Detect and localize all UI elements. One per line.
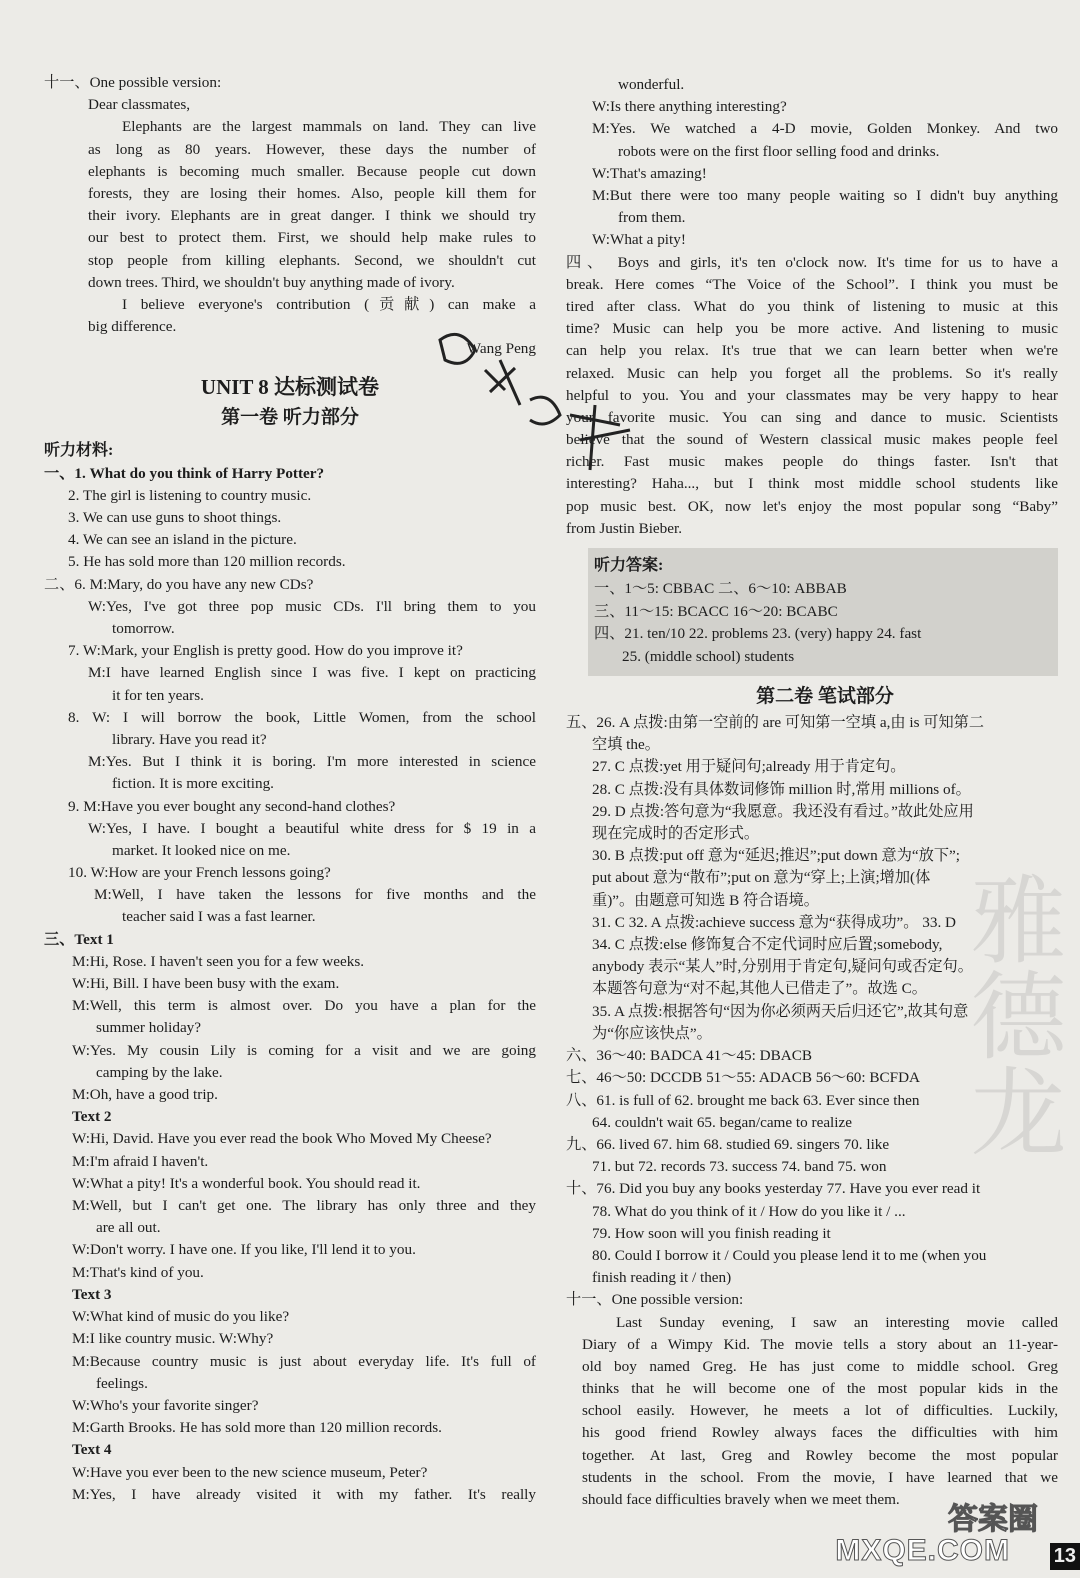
written-line: 28. C 点拨:没有具体数词修饰 million 时,常用 millions of。 [592,780,971,798]
written-line: 十、76. Did you buy any books yesterday 77. Have you ever read it [566,1180,981,1198]
listening-line: Text 3 [72,1285,112,1303]
part-two-title: 第二卷 笔试部分 [756,686,894,708]
essay-line: down trees. Third, we shouldn't buy anything made of ivory. [88,273,455,291]
answer-line: 一、1～5: CBBAC 二、6～10: ABBAB [594,580,847,598]
listening-line: market. It looked nice on me. [112,841,291,859]
essay-line: Dear classmates, [88,96,191,114]
written-line: should face difficulties bravely when we meet them. [582,1491,900,1509]
listening-line: W:Yes. My cousin Lily is coming for a visit and we are going [72,1041,536,1059]
listening-line: M:Garth Brooks. He has sold more than 120 million records. [72,1419,442,1437]
listening-line: M:Oh, have a good trip. [72,1086,218,1104]
listening-line: fiction. It is more exciting. [112,775,274,793]
listening-line: M:Well, this term is almost over. Do you have a plan for the [72,997,536,1015]
listening-line: Text 2 [72,1108,112,1126]
listening-line: camping by the lake. [96,1063,223,1081]
written-line: 五、26. A 点拨:由第一空前的 are 可知第一空填 a,由 is 可知第二 [566,714,985,732]
listening-line: M:Yes, I have already visited it with my father. It's really [72,1485,536,1503]
watermark-logo: MXQE.COM [835,1534,1010,1567]
written-line: 29. D 点拨:答句意为“我愿意。我还没有看过。”故此处应用 [592,802,974,820]
listening-line: teacher said I was a fast learner. [122,908,316,926]
essay-line: I believe everyone's contribution (贡献) can make a [122,295,536,313]
written-line: finish reading it / then) [592,1269,732,1287]
essay-heading: 十一、One possible version: [44,74,222,91]
dialog-line: from them. [618,209,686,227]
listening-line: W:What a pity! It's a wonderful book. You should read it. [72,1174,421,1192]
listening-line: 2. The girl is listening to country music. [68,486,312,504]
listening-line: M:I'm afraid I haven't. [72,1152,209,1170]
essay-line: our best to protect them. First, we should help make rules to [88,229,536,247]
page-number: 13 [1050,1543,1080,1570]
listening-line: 9. M:Have you ever bought any second-hand clothes? [68,797,396,815]
answer-line: 25. (middle school) students [622,647,795,665]
essay-line: Elephants are the largest mammals on land. They can live [122,118,536,136]
written-line: 71. but 72. records 73. success 74. band 75. won [592,1158,887,1176]
watermark-logo-cn: 答案圈 [948,1502,1038,1537]
written-line: 重)”。由题意可知选 B 符合语境。 [592,891,819,909]
listening-line: 8. W: I will borrow the book, Little Women, from the school [68,708,536,726]
listening-line: tomorrow. [112,619,175,637]
listening-line: 一、1. What do you think of Harry Potter? [44,464,325,482]
written-line: 六、36～40: BADCA 41～45: DBACB [566,1047,812,1065]
listening-line: it for ten years. [112,686,204,704]
listening-answers-box [588,548,1058,676]
listening-line: W:What kind of music do you like? [72,1308,290,1326]
listening-line: library. Have you read it? [112,730,267,748]
listening-line: 10. W:How are your French lessons going? [68,864,331,882]
listening-line: W:Hi, Bill. I have been busy with the exam. [72,975,340,993]
listening-line: 7. W:Mark, your English is pretty good. How do you improve it? [68,642,463,660]
written-line: put about 意为“散布”;put on 意为“穿上;上演;增加(体 [592,869,931,887]
listening-line: W:Yes, I've got three pop music CDs. I'll bring them to you [88,597,536,615]
unit-title: UNIT 8 达标测试卷 [200,374,380,399]
written-line: students in the school. From the movie, I have learned that we [582,1468,1058,1486]
written-line: 35. A 点拨:根据答句“因为你必须两天后归还它”,故其句意 [592,1002,969,1020]
essay-line: big difference. [88,318,177,336]
written-line: together. At last, Greg and Rowley become the most popular [582,1446,1058,1464]
passage-line: believe that the sound of Western classical music makes people feel [566,431,1058,449]
written-line: 27. C 点拨:yet 用于疑问句;already 用于肯定句。 [592,758,906,776]
listening-heading: 听力材料: [44,441,114,459]
written-line: 为“你应该快点”。 [592,1024,712,1042]
listening-line: W:Who's your favorite singer? [72,1396,259,1414]
dialog-line: robots were on the first floor selling food and drinks. [618,142,940,160]
listening-line: 4. We can see an island in the picture. [68,531,297,549]
passage-line: tired after class. What do you think of listening to music at this [566,297,1058,315]
listening-line: M:I have learned English since I was five. I kept on practicing [88,664,536,682]
passage-line: 四、 Boys and girls, it's ten o'clock now. It's time for us to have a [566,253,1058,271]
written-line: Last Sunday evening, I saw an interesting movie called [616,1313,1058,1331]
dialog-line: M:Yes. We watched a 4-D movie, Golden Monkey. And two [592,120,1058,138]
listening-line: are all out. [96,1219,161,1237]
text4-continued [592,74,1058,252]
passage-line: your favorite music. You can sing and dance to music. Scientists [566,408,1058,426]
written-line: 79. How soon will you finish reading it [592,1224,831,1242]
listening-line: Text 4 [72,1441,112,1459]
listening-line: 二、6. M:Mary, do you have any new CDs? [44,575,314,593]
left-column [44,72,536,1506]
essay-signature: Wang Peng [466,340,536,358]
essay-line: as long as 80 years. However, these days the number of [88,140,536,158]
answers-heading: 听力答案: [594,557,664,575]
written-line: 80. Could I borrow it / Could you please lend it to me (when you [592,1246,987,1264]
listening-line: M:Yes. But I think it is boring. I'm more interested in science [88,753,536,771]
essay-line: forests, they are losing their homes. Also, people kill them for [88,184,536,202]
essay-line: elephants is becoming much smaller. Because people cut down [88,162,536,180]
written-line: 十一、One possible version: [566,1291,744,1309]
passage-line: from Justin Bieber. [566,519,683,537]
written-line: 78. What do you think of it / How do you like it / ... [592,1202,906,1220]
written-line: 现在完成时的否定形式。 [592,825,760,843]
written-line: Diary of a Wimpy Kid. The movie tells a story about an 11-year- [582,1335,1058,1353]
listening-line: summer holiday? [96,1019,202,1037]
written-line: 九、66. lived 67. him 68. studied 69. singers 70. like [566,1135,890,1153]
essay-one [44,72,536,361]
passage-line: break. Here comes “The Voice of the School”. I think you must be [566,275,1058,293]
written-line: 34. C 点拨:else 修饰复合不定代词时应后置;somebody, [592,936,943,954]
written-line: anybody 表示“某人”时,分别用于肯定句,疑问句或否定句。 [592,958,973,976]
listening-line: feelings. [96,1374,148,1392]
background-watermark: 雅德龙 [955,870,1067,1158]
written-line: 空填 the。 [592,736,660,754]
passage-line: can help you relax. It's true that we can learn better when we're [566,342,1058,360]
listening-material [44,463,536,1506]
passage-line: pop music best. OK, now let's enjoy the most popular song “Baby” [566,497,1058,515]
dialog-line: M:But there were too many people waiting so I didn't buy anything [592,187,1058,204]
written-line: 本题答句意为“对不起,其他人已借走了”。故选 C。 [592,980,927,998]
listening-line: W:Yes, I have. I bought a beautiful white dress for $ 19 in a [88,819,536,837]
handwritten-scribble [430,320,650,480]
passage-line: helpful to you. You and your classmates may be very happy to hear [566,386,1058,404]
passage-line: interesting? Haha..., but I think most middle school students like [566,475,1058,493]
listening-line: W:Don't worry. I have one. If you like, I'll lend it to you. [72,1241,416,1259]
answer-line: 四、21. ten/10 22. problems 23. (very) happy 24. fast [594,625,922,643]
essay-line: stop people from killing elephants. Second, we shouldn't cut [88,251,536,269]
listening-line: 3. We can use guns to shoot things. [68,508,282,526]
listening-line: M:Because country music is just about everyday life. It's full of [72,1352,536,1370]
written-line: 30. B 点拨:put off 意为“延迟;推迟”;put down 意为“放下”; [592,847,960,865]
listening-line: M:I like country music. W:Why? [72,1330,274,1348]
written-line: 八、61. is full of 62. brought me back 63. Ever since then [566,1091,920,1109]
listening-line: W:Have you ever been to the new science museum, Peter? [72,1463,428,1481]
dialog-line: W:That's amazing! [592,164,707,182]
written-line: thinks that he will become one of the most popular kids in the [582,1380,1058,1398]
written-line: 七、46～50: DCCDB 51～55: ADACB 56～60: BCFDA [566,1069,920,1087]
listening-line: W:Hi, David. Have you ever read the book Who Moved My Cheese? [72,1130,492,1148]
part-title: 第一卷 听力部分 [221,406,359,428]
essay-line: their ivory. Elephants are in great danger. I think we should try [88,207,536,225]
listening-line: M:Well, but I can't get one. The library has only three and they [72,1197,536,1215]
written-line: old boy named Greg. He has just come to middle school. Greg [582,1357,1058,1375]
written-line: his good friend Rowley always faces the difficulties with him [582,1424,1058,1442]
written-line: school easily. However, he meets a lot of difficulties. Luckily, [582,1402,1058,1420]
answer-line: 三、11～15: BCACC 16～20: BCABC [594,602,838,620]
listening-line: M:Hi, Rose. I haven't seen you for a few weeks. [72,952,365,970]
passage-line: relaxed. Music can help you forget all the problems. So it's really [566,364,1058,382]
written-line: 64. couldn't wait 65. began/came to realize [592,1113,852,1131]
listening-line: M:Well, I have taken the lessons for five months and the [94,886,536,904]
listening-line: 5. He has sold more than 120 million records. [68,553,346,571]
passage-line: richer. Fast music makes people do things faster. Isn't that [566,453,1058,471]
listening-line: 三、Text 1 [44,930,114,948]
passage-line: time? Music can help you be more active. And listening to music [566,320,1058,338]
dialog-line: wonderful. [618,76,685,93]
dialog-line: W:What a pity! [592,231,686,249]
written-line: 31. C 32. A 点拨:achieve success 意为“获得成功”。 33. D [592,913,957,931]
dialog-line: W:Is there anything interesting? [592,98,787,116]
listening-line: M:That's kind of you. [72,1263,204,1281]
